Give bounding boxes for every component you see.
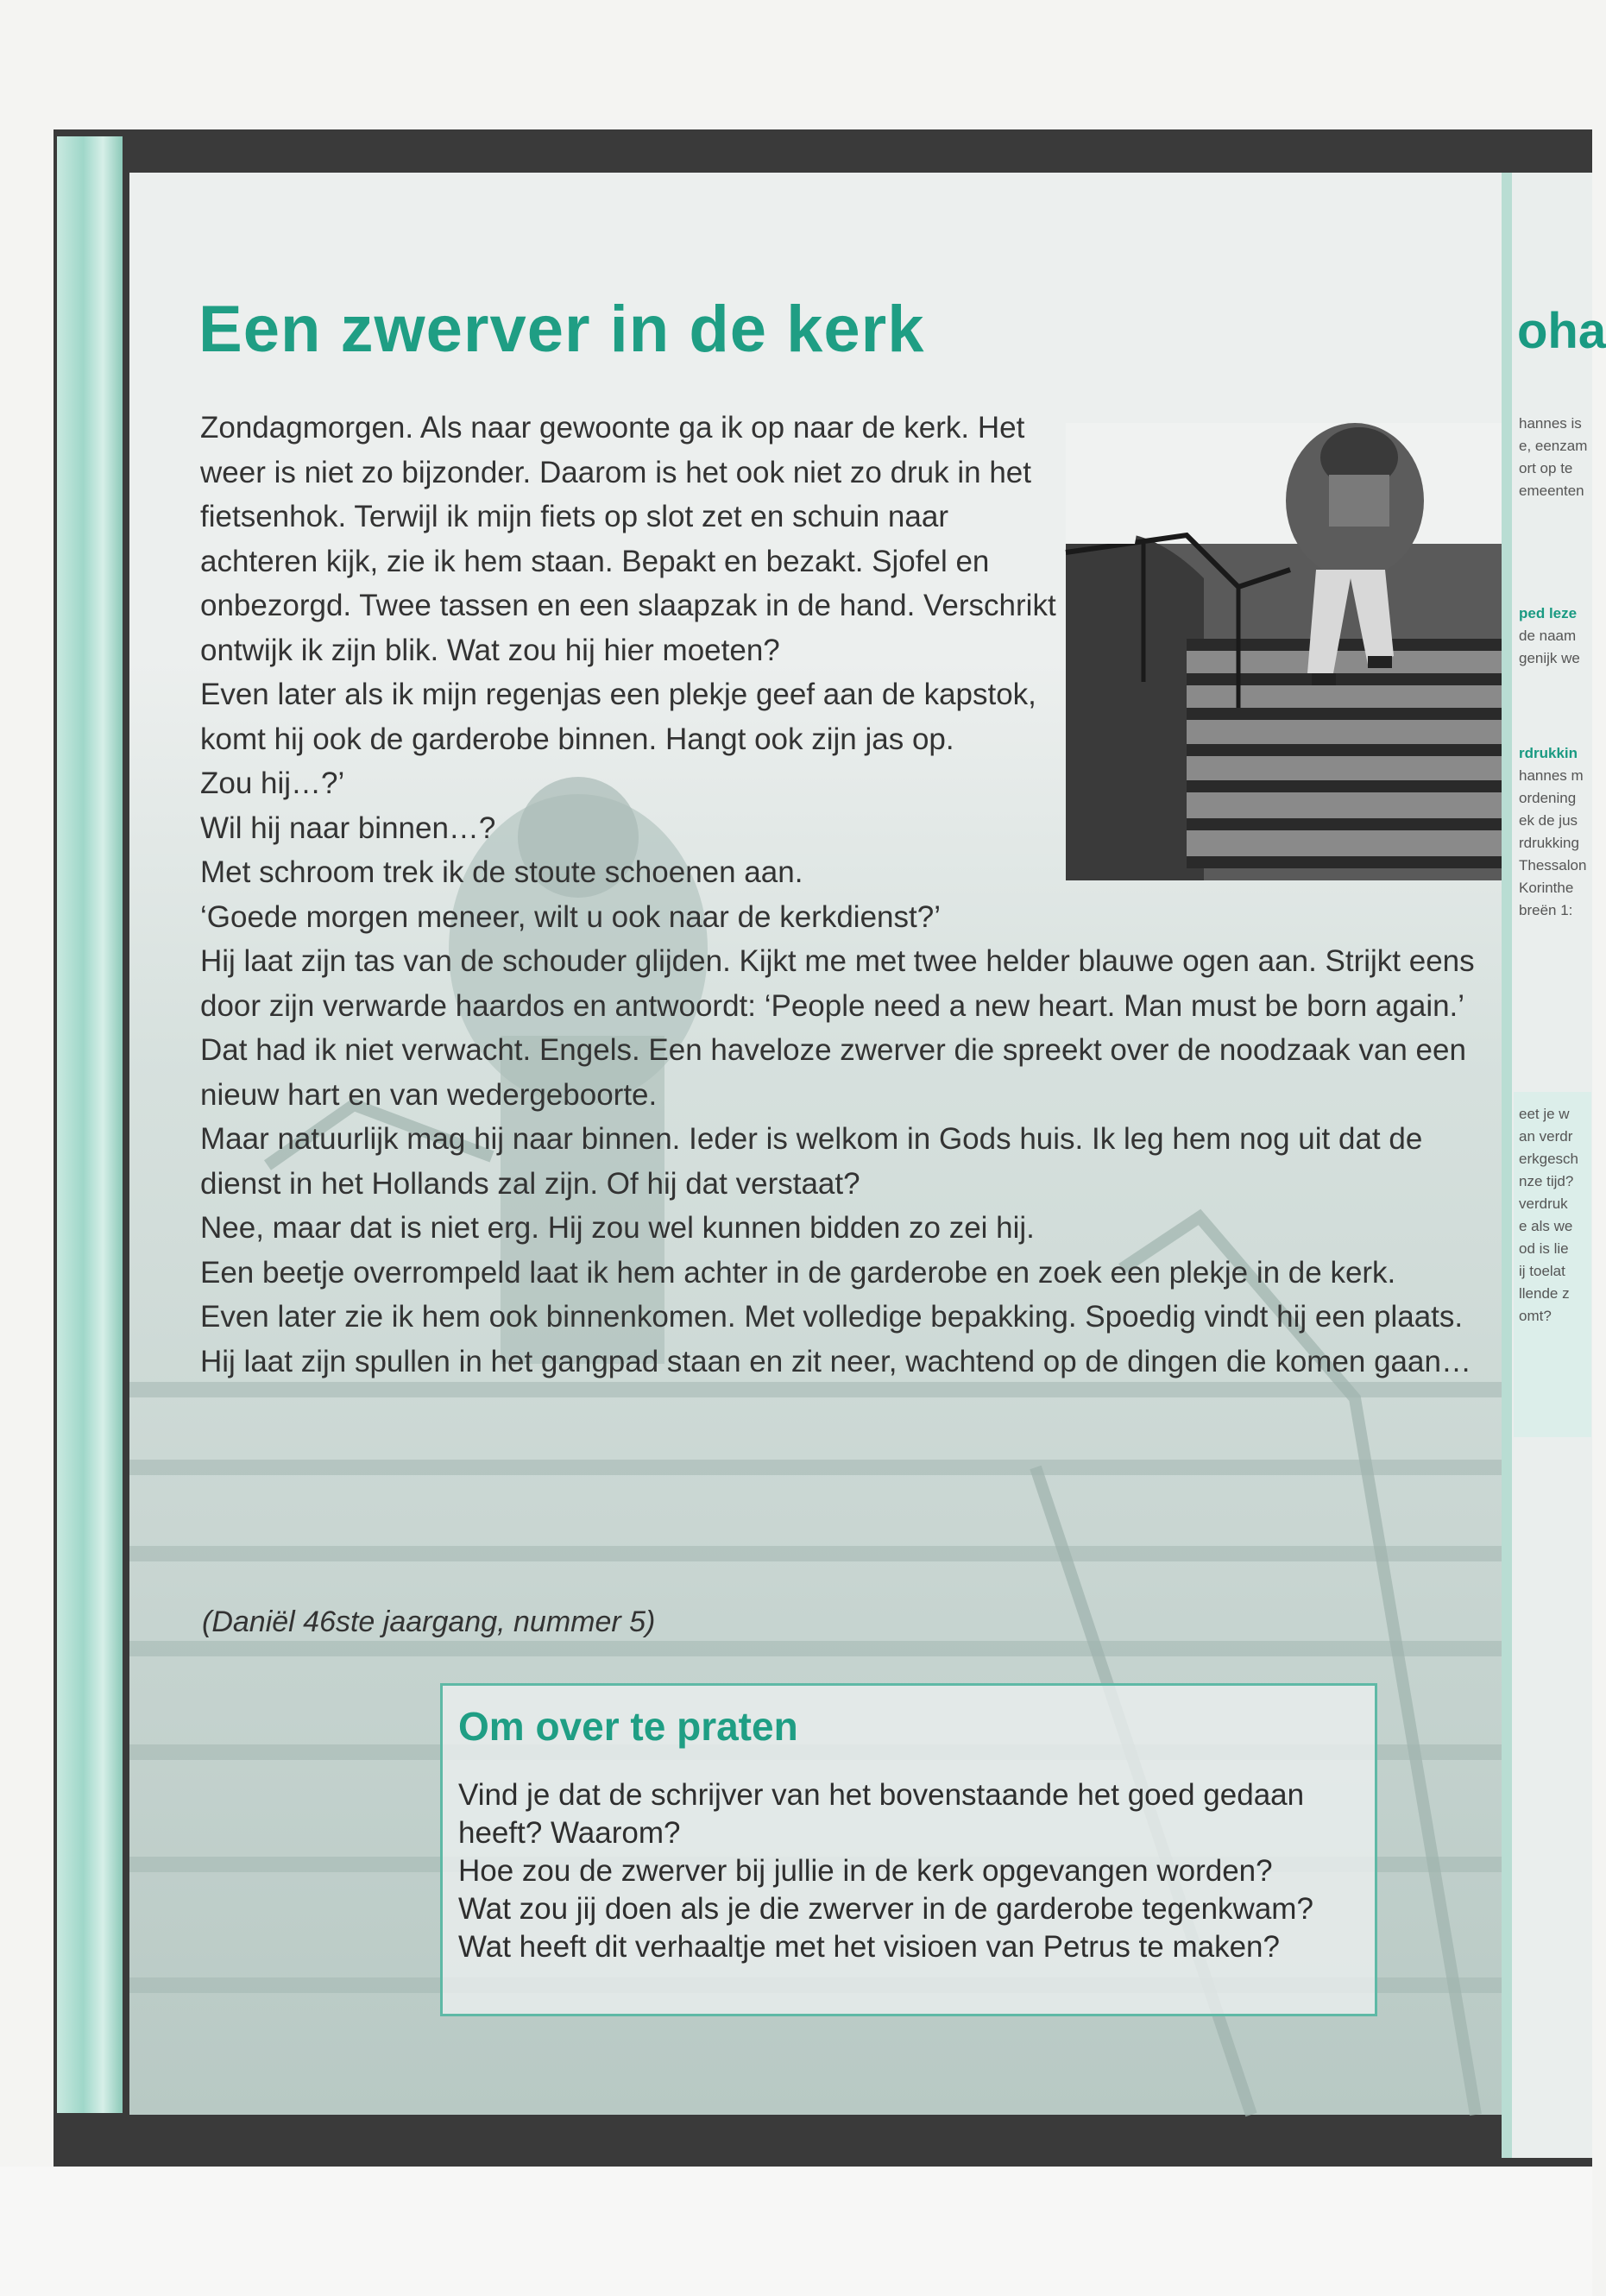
facing-page-fragment: ped leze xyxy=(1519,605,1578,621)
facing-page-fragment: e, eenzam xyxy=(1519,438,1588,454)
story-paragraph: Een beetje overrompeld laat ik hem achter in de garderobe en zoek een plekje in de kerk. xyxy=(200,1255,1396,1290)
article-body xyxy=(200,406,1495,1384)
facing-page-fragment: emeenten xyxy=(1519,483,1584,499)
story-paragraph: Dat had ik niet verwacht. Engels. Een haveloze zwerver die spreekt over de noodzaak van een nieuw hart en van wedergeboorte. xyxy=(200,1033,1466,1112)
discussion-question: Wat zou jij doen als je die zwerver in de garderobe tegenkwam? xyxy=(458,1892,1313,1926)
facing-page xyxy=(1502,173,1606,2158)
facing-page-fragment: llende z xyxy=(1519,1285,1570,1302)
story-paragraph: Zou hij…?’ xyxy=(200,766,345,800)
discussion-box xyxy=(440,1683,1377,2016)
facing-page-fragment: nze tijd? xyxy=(1519,1173,1574,1189)
facing-page-fragment: verdruk xyxy=(1519,1195,1568,1212)
discussion-question: Hoe zou de zwerver bij jullie in de kerk opgevangen worden? xyxy=(458,1854,1273,1888)
discussion-question: Wat heeft dit verhaaltje met het visioen van Petrus te maken? xyxy=(458,1930,1280,1964)
story-paragraph: ‘Goede morgen meneer, wilt u ook naar de kerkdienst?’ xyxy=(200,899,941,934)
facing-page-fragment: rdrukking xyxy=(1519,835,1579,851)
discussion-heading: Om over te praten xyxy=(458,1704,798,1749)
background-surface xyxy=(0,2167,1592,2296)
facing-page-fragment: ordening xyxy=(1519,790,1577,806)
facing-page-fragment: erkgesch xyxy=(1519,1151,1578,1167)
story-paragraph: Wil hij naar binnen…? xyxy=(200,811,496,845)
facing-page-heading: oha xyxy=(1517,303,1606,359)
facing-page-fragment: de naam xyxy=(1519,628,1577,644)
discussion-questions xyxy=(458,1776,1347,1966)
facing-page-fragment: e als we xyxy=(1519,1218,1573,1234)
facing-page-fragment: eet je w xyxy=(1519,1106,1570,1122)
page-edges xyxy=(57,136,123,2113)
facing-page-fragment: hannes is xyxy=(1519,415,1582,432)
discussion-question: Vind je dat de schrijver van het bovenstaande het goed gedaan heeft? Waarom? xyxy=(458,1778,1305,1850)
facing-page-strip xyxy=(1502,173,1512,2158)
story-paragraph: Even later zie ik hem ook binnenkomen. Met volledige bepakking. Spoedig vindt hij een plaats. Hij laat zijn spullen in het gangpad staan en zit neer, wachtend op de dingen die komen gaan… xyxy=(200,1300,1471,1378)
article-source: (Daniël 46ste jaargang, nummer 5) xyxy=(202,1605,656,1638)
facing-page-fragment: ek de jus xyxy=(1519,812,1578,829)
story-paragraph: Zondagmorgen. Als naar gewoonte ga ik op naar de kerk. Het weer is niet zo bijzonder. Daarom is het ook niet zo druk in het fietsenhok. Terwijl ik mijn fiets op slot zet en schuin naar achteren kijk, zie ik hem staan. Bepakt en bezakt. Sjofel en onbezorgd. Twee tassen en een slaapzak in de hand. Verschrikt ontwijk ik zijn blik. Wat zou hij hier moeten? xyxy=(200,411,1056,667)
story-paragraph: Met schroom trek ik de stoute schoenen aan. xyxy=(200,855,803,889)
facing-page-fragment: od is lie xyxy=(1519,1240,1569,1257)
story-paragraph: Even later als ik mijn regenjas een plekje geef aan de kapstok, komt hij ook de garderobe binnen. Hangt ook zijn jas op. xyxy=(200,678,1036,756)
facing-page-fragment: omt? xyxy=(1519,1308,1552,1324)
story-paragraph: Nee, maar dat is niet erg. Hij zou wel kunnen bidden zo zei hij. xyxy=(200,1211,1035,1245)
book-page xyxy=(129,173,1510,2115)
facing-page-fragment: ij toelat xyxy=(1519,1263,1565,1279)
facing-page-fragment: genijk we xyxy=(1519,650,1580,666)
facing-page-fragment: Korinthe xyxy=(1519,880,1574,896)
facing-page-fragment: hannes m xyxy=(1519,767,1584,784)
facing-page-fragment: breën 1: xyxy=(1519,902,1573,918)
story-paragraph: Maar natuurlijk mag hij naar binnen. Ieder is welkom in Gods huis. Ik leg hem nog uit dat de dienst in het Hollands zal zijn. Of hij dat verstaat? xyxy=(200,1122,1423,1201)
facing-page-fragment: Thessalon xyxy=(1519,857,1587,874)
facing-page-fragment: rdrukkin xyxy=(1519,745,1578,761)
article-title: Een zwerver in de kerk xyxy=(198,293,925,366)
facing-page-fragment: an verdr xyxy=(1519,1128,1573,1145)
facing-page-fragment: ort op te xyxy=(1519,460,1573,476)
story-paragraph: Hij laat zijn tas van de schouder glijden. Kijkt me met twee helder blauwe ogen aan. Strijkt eens door zijn verwarde haardos en antwoordt: ‘People need a new heart. Man must be born again.’ xyxy=(200,944,1475,1023)
